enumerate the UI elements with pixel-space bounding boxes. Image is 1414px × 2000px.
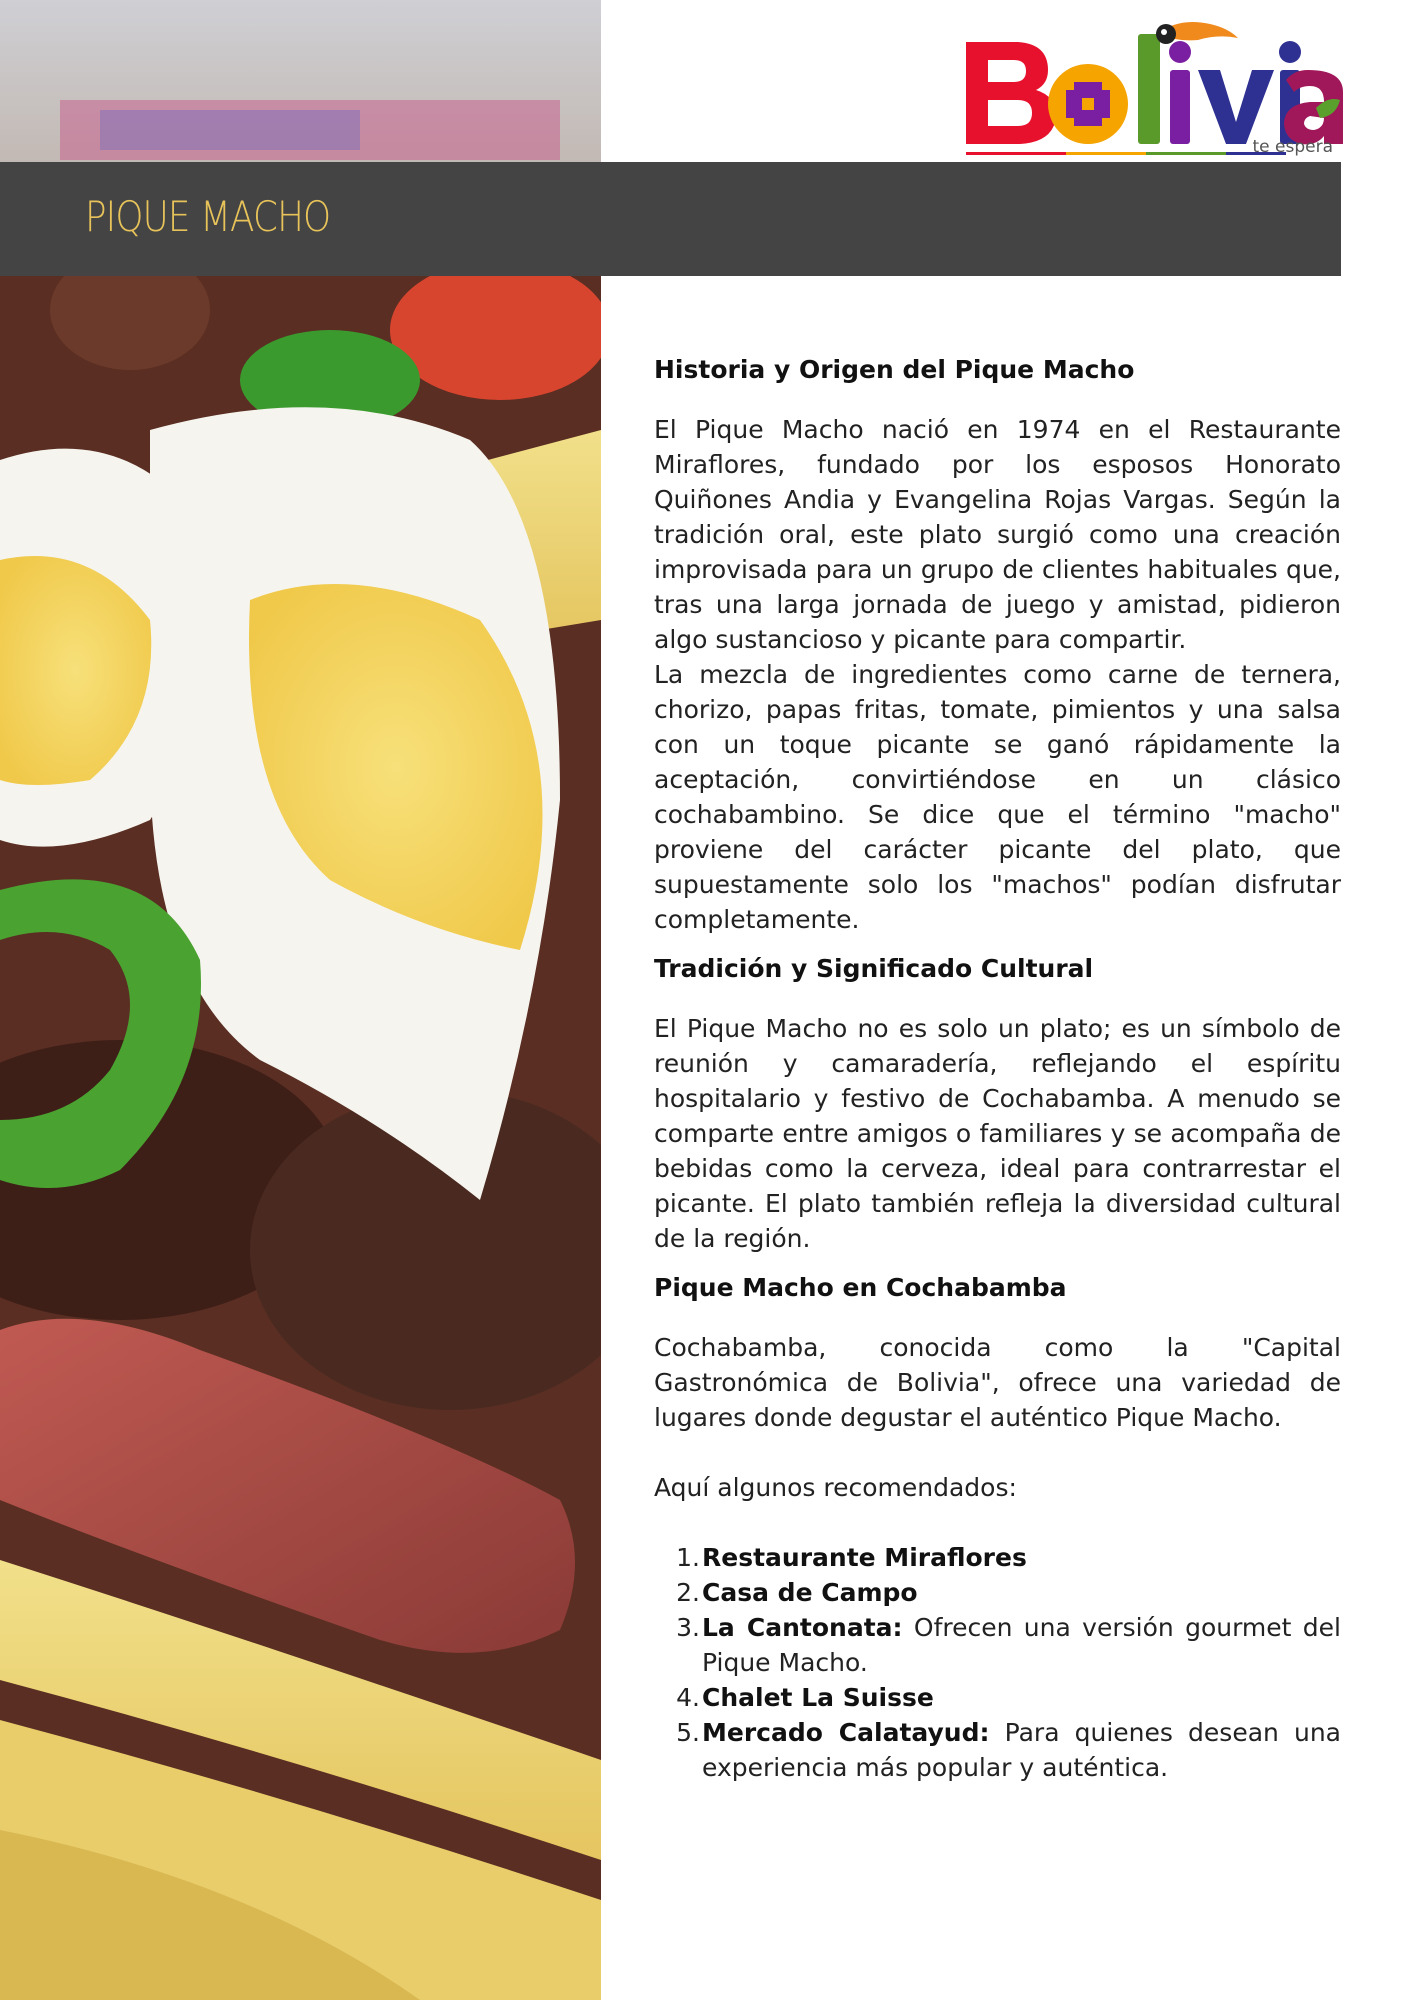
place-name: Chalet La Suisse [702, 1683, 934, 1712]
pique-macho-photo [0, 0, 601, 2000]
tradition-paragraph: El Pique Macho no es solo un plato; es un símbolo de reunión y camaradería, reflejando el espíritu hospitalario y festivo de Cochabamba. A menudo se comparte entre amigos o familiares y se acompaña de bebidas como la cerveza, ideal para contrarrestar el picante. El plato también refleja la diversidad cultural de la región. [654, 1014, 1341, 1253]
list-number: 2. [676, 1578, 700, 1607]
history-paragraph-2: La mezcla de ingredientes como carne de ternera, chorizo, papas fritas, tomate, pimientos y una salsa con un toque picante se ganó rápidamente la aceptación, convirtiéndose en un clásico cochabambino. Se dice que el término "macho" proviene del carácter picante del plato, que supuestamente solo los "machos" podían disfrutar completamente. [654, 660, 1341, 934]
place-name: La Cantonata: [702, 1613, 903, 1642]
title-band [0, 162, 1341, 276]
section-heading-tradition: Tradición y Significado Cultural [654, 954, 1094, 983]
recommended-intro: Aquí algunos recomendados: [654, 1473, 1017, 1502]
place-name: Mercado Calatayud: [702, 1718, 990, 1747]
list-item [654, 1575, 1341, 1610]
section-heading-cochabamba: Pique Macho en Cochabamba [654, 1273, 1067, 1302]
place-description: Para quienes desean una experiencia más popular y auténtica. [702, 1718, 1342, 1782]
list-number: 5. [676, 1718, 700, 1747]
place-description: Ofrecen una versión gourmet del Pique Macho. [702, 1613, 1341, 1677]
list-number: 3. [676, 1613, 700, 1642]
bolivia-logo [948, 12, 1343, 162]
recommended-list [654, 1540, 1341, 1785]
cochabamba-paragraph: Cochabamba, conocida como la "Capital Gastronómica de Bolivia", ofrece una variedad de lugares donde degustar el auténtico Pique Macho. [654, 1333, 1341, 1432]
list-number: 1. [676, 1543, 700, 1572]
place-name: Casa de Campo [702, 1578, 918, 1607]
place-name: Restaurante Miraflores [702, 1543, 1027, 1572]
list-item [654, 1540, 1341, 1575]
page-title: PIQUE MACHO [85, 192, 331, 241]
article-body [654, 352, 1341, 1785]
list-item [654, 1680, 1341, 1715]
logo-tagline: te espera [1252, 137, 1333, 157]
dish-illustration [0, 0, 601, 2000]
section-heading-history: Historia y Origen del Pique Macho [654, 355, 1135, 384]
history-paragraph-1: El Pique Macho nació en 1974 en el Restaurante Miraflores, fundado por los esposos Honorato Quiñones Andia y Evangelina Rojas Vargas. Según la tradición oral, este plato surgió como una creación improvisada para un grupo de clientes habituales que, tras una larga jornada de juego y amistad, pidieron algo sustancioso y picante para compartir. [654, 415, 1341, 654]
list-item [654, 1715, 1341, 1785]
list-number: 4. [676, 1683, 700, 1712]
list-item [654, 1610, 1341, 1680]
